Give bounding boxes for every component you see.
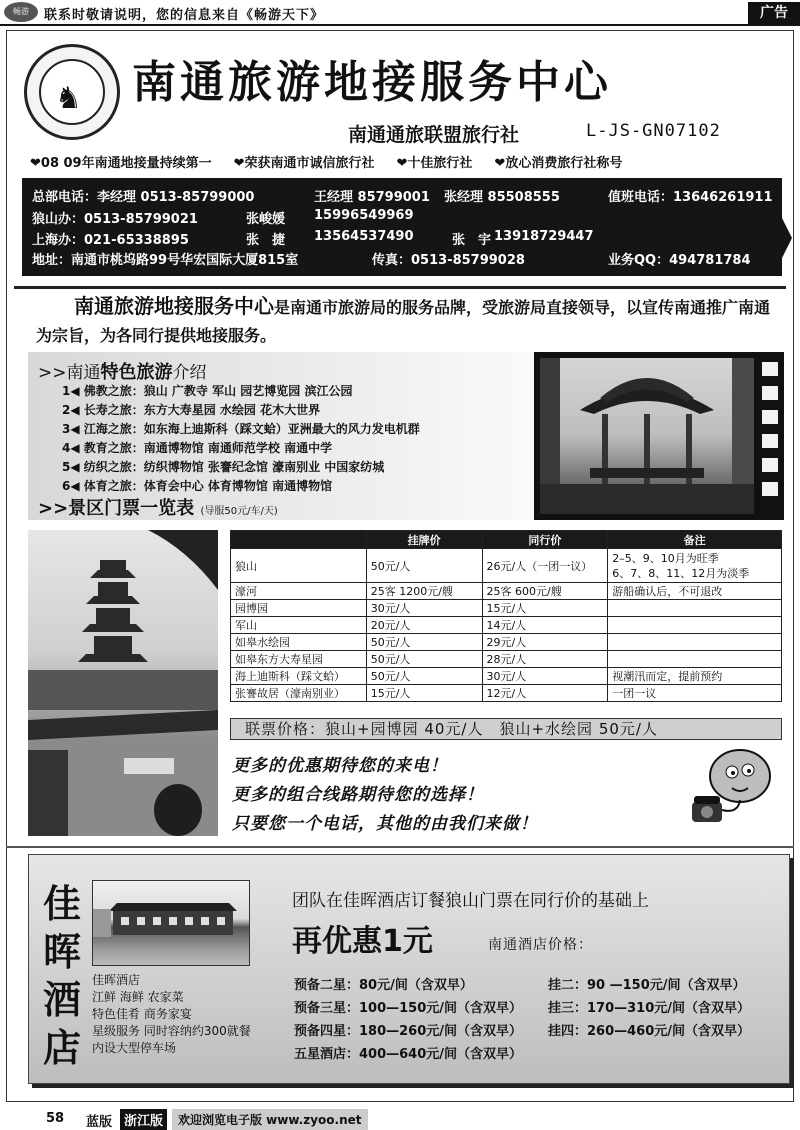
header-cell: 挂牌价 bbox=[366, 531, 482, 549]
table-row bbox=[231, 583, 782, 600]
arrow-shape bbox=[782, 218, 792, 258]
edition-label: 蓝版 bbox=[86, 1115, 113, 1130]
hotel-price-item: 挂三：170—310元/间（含双早） bbox=[548, 1001, 751, 1016]
scenic-name: 如皋东方大寿星园 bbox=[231, 651, 367, 668]
ticket-heading bbox=[38, 494, 278, 520]
scenic-name: 濠河 bbox=[231, 583, 367, 600]
hotel-name-vertical bbox=[40, 880, 84, 1072]
hotel-photo bbox=[92, 880, 250, 966]
region-badge: 浙江版 bbox=[120, 1109, 167, 1130]
hotel-price-item: 挂二：90 —150元/间（含双早） bbox=[548, 978, 746, 993]
shanghai-mobile-1: 13564537490 bbox=[314, 229, 414, 244]
list-price: 50元/人 bbox=[366, 668, 482, 685]
manager-wang-phone: 王经理 85799001 bbox=[314, 190, 430, 205]
feature-item: 4◀ 教育之旅：南通博物馆 南通师范学校 南通中学 bbox=[62, 441, 333, 455]
list-price: 25客 1200元/艘 bbox=[366, 583, 482, 600]
hotel-discount: 再优惠1元 bbox=[292, 924, 433, 959]
hotel-price-item: 挂四：260—460元/间（含双早） bbox=[548, 1024, 751, 1039]
shanghai-mobile-2: 13918729447 bbox=[494, 229, 594, 244]
remark bbox=[608, 617, 782, 634]
pagoda-photo bbox=[28, 530, 218, 836]
hotel-info-line: 特色佳肴 商务家宴 bbox=[92, 1007, 192, 1021]
list-price: 50元/人 bbox=[366, 549, 482, 583]
promo-line: 更多的优惠期待您的来电！ bbox=[232, 756, 448, 776]
remark: 一团一议 bbox=[608, 685, 782, 702]
shanghai-contact-2: 张 宇 bbox=[452, 233, 492, 248]
list-price: 30元/人 bbox=[366, 600, 482, 617]
feature-item: 3◀ 江海之旅：如东海上迪斯科（踩文蛤）亚洲最大的风力发电机群 bbox=[62, 422, 420, 436]
agency-logo bbox=[24, 44, 120, 140]
hotel-offer-line: 团队在佳晖酒店订餐狼山门票在同行价的基础上 bbox=[292, 891, 649, 911]
top-bar bbox=[0, 0, 800, 26]
honor-item: ❤荣获南通市诚信旅行社 bbox=[233, 156, 375, 171]
combo-ticket-price: 联票价格：狼山+园博园 40元/人 狼山+水绘园 50元/人 bbox=[230, 718, 782, 740]
features-heading-bold: 特色旅游 bbox=[100, 362, 173, 383]
scenic-name: 海上迪斯科（踩文蛤） bbox=[231, 668, 367, 685]
langshan-contact: 张峻媛 bbox=[246, 212, 286, 227]
feature-item: 5◀ 纺织之旅：纺织博物馆 张謇纪念馆 濠南别业 中国家纺城 bbox=[62, 460, 385, 474]
page-number: 58 bbox=[46, 1111, 65, 1126]
list-price: 50元/人 bbox=[366, 634, 482, 651]
peer-price: 26元/人（一团一议） bbox=[482, 549, 608, 583]
table-row bbox=[231, 549, 782, 583]
header-cell: 同行价 bbox=[482, 531, 608, 549]
hotel-price-item: 预备三星：100—150元/间（含双早） bbox=[294, 1001, 523, 1016]
page-title: 南通旅游地接服务中心 bbox=[132, 57, 612, 108]
table-row bbox=[231, 651, 782, 668]
promo-lines bbox=[232, 752, 538, 839]
logo-inner-ring bbox=[39, 59, 105, 125]
website-link[interactable]: 欢迎浏览电子版 www.zyoo.net bbox=[172, 1109, 368, 1130]
hotel-info-line: 星级服务 同时容纳约300就餐 bbox=[92, 1024, 251, 1038]
ticket-price-table bbox=[230, 530, 782, 702]
scenic-name: 园博园 bbox=[231, 600, 367, 617]
promo-line: 更多的组合线路期待您的选择！ bbox=[232, 785, 484, 805]
table-row bbox=[231, 617, 782, 634]
duty-phone: 值班电话：13646261911 bbox=[608, 190, 773, 205]
features-heading-prefix: >>南通 bbox=[38, 363, 101, 383]
divider bbox=[14, 286, 786, 289]
hotel-prices-left bbox=[294, 974, 522, 1066]
page-footer bbox=[0, 1108, 800, 1129]
features-heading-suffix: 介绍 bbox=[172, 363, 207, 383]
hotel-price-label: 南通酒店价格： bbox=[488, 937, 593, 953]
hotel-info-line: 佳晖酒店 bbox=[92, 973, 141, 987]
peer-price: 30元/人 bbox=[482, 668, 608, 685]
remark: 游船确认后，不可退改 bbox=[608, 583, 782, 600]
table-row bbox=[231, 668, 782, 685]
hotel-price-item: 预备四星：180—260元/间（含双早） bbox=[294, 1024, 523, 1039]
divider bbox=[6, 846, 794, 848]
hotel-prices-right bbox=[548, 974, 750, 1043]
list-price: 20元/人 bbox=[366, 617, 482, 634]
header-cell bbox=[231, 531, 367, 549]
features-list bbox=[62, 382, 420, 496]
peer-price: 14元/人 bbox=[482, 617, 608, 634]
license-code: L-JS-GN07102 bbox=[586, 121, 721, 141]
contact-row bbox=[32, 229, 594, 249]
peer-price: 25客 600元/艘 bbox=[482, 583, 608, 600]
promo-line: 只要您一个电话，其他的由我们来做！ bbox=[232, 814, 538, 834]
ticket-heading-note: (导服50元/车/天) bbox=[200, 506, 278, 517]
contact-panel bbox=[22, 178, 782, 276]
hotel-price-item: 五星酒店：400—640元/间（含双早） bbox=[294, 1047, 523, 1062]
scenic-name: 狼山 bbox=[231, 549, 367, 583]
honor-item: ❤放心消费旅行社称号 bbox=[494, 156, 623, 171]
hotel-info-line: 内设大型停车场 bbox=[92, 1041, 177, 1055]
remark bbox=[608, 651, 782, 668]
feature-item: 6◀ 体育之旅：体育会中心 体育博物馆 南通博物馆 bbox=[62, 479, 333, 493]
scenic-name: 如皋水绘园 bbox=[231, 634, 367, 651]
address: 地址：南通市桃坞路99号华宏国际大厦815室 bbox=[32, 253, 299, 268]
business-qq: 业务QQ：494781784 bbox=[608, 253, 751, 268]
feature-item: 2◀ 长寿之旅：东方大寿星园 水绘园 花木大世界 bbox=[62, 403, 321, 417]
hotel-building-illustration bbox=[93, 881, 250, 966]
intro-paragraph bbox=[36, 292, 776, 350]
pavilion-illustration bbox=[540, 358, 754, 514]
telephone-mascot-icon bbox=[688, 744, 774, 828]
scenic-name: 军山 bbox=[231, 617, 367, 634]
honor-item: ❤08 09年南通地接量持续第一 bbox=[30, 156, 212, 171]
film-hole bbox=[762, 434, 778, 448]
hotel-price-item: 预备二星：80元/间（含双早） bbox=[294, 978, 473, 993]
pavilion-photo bbox=[540, 358, 754, 514]
film-hole bbox=[762, 386, 778, 400]
pagoda-illustration bbox=[28, 530, 218, 836]
contact-row bbox=[32, 208, 414, 228]
list-price: 50元/人 bbox=[366, 651, 482, 668]
table-row bbox=[231, 634, 782, 651]
table-header-row bbox=[231, 531, 782, 549]
feature-item: 1◀ 佛教之旅：狼山 广教寺 军山 园艺博览园 滨江公园 bbox=[62, 384, 353, 398]
ad-tag: 广告 bbox=[748, 2, 800, 24]
shanghai-contact-1: 张 捷 bbox=[246, 233, 286, 248]
intro-lead: 南通旅游地接服务中心 bbox=[74, 294, 274, 318]
table-row bbox=[231, 685, 782, 702]
film-hole bbox=[762, 482, 778, 496]
hq-phone: 总部电话：李经理 0513-85799000 bbox=[32, 190, 255, 205]
agency-name: 南通通旅联盟旅行社 bbox=[348, 124, 520, 146]
langshan-mobile: 15996549969 bbox=[314, 208, 414, 223]
header-cell: 备注 bbox=[608, 531, 782, 549]
langshan-office: 狼山办：0513-85799021 bbox=[32, 212, 198, 227]
fax: 传真：0513-85799028 bbox=[372, 253, 525, 268]
remark: 视潮汛而定，提前预约 bbox=[608, 668, 782, 685]
remark: 2–5、9、10月为旺季 6、7、8、11、12月为淡季 bbox=[608, 549, 782, 583]
honor-item: ❤十佳旅行社 bbox=[396, 156, 473, 171]
magazine-logo: 畅游 bbox=[4, 2, 38, 22]
peer-price: 15元/人 bbox=[482, 600, 608, 617]
hotel-name-char: 店 bbox=[42, 1026, 81, 1070]
hotel-name-char: 酒 bbox=[42, 978, 81, 1022]
film-hole bbox=[762, 362, 778, 376]
peer-price: 29元/人 bbox=[482, 634, 608, 651]
horse-icon: ♞ bbox=[55, 81, 82, 116]
film-hole bbox=[762, 458, 778, 472]
honors-row bbox=[30, 152, 790, 171]
intro-text: 是南通市旅游局的服务品牌，受旅游局直接领导，以宣传南通推广南通为宗旨，为各同行提供地接服务。 bbox=[36, 298, 771, 345]
ticket-heading-text: >>景区门票一览表 bbox=[38, 498, 195, 519]
peer-price: 12元/人 bbox=[482, 685, 608, 702]
shanghai-office: 上海办：021-65338895 bbox=[32, 233, 189, 248]
peer-price: 28元/人 bbox=[482, 651, 608, 668]
source-notice: 联系时敬请说明，您的信息来自《畅游天下》 bbox=[44, 8, 325, 23]
contact-row bbox=[32, 249, 751, 269]
hotel-info bbox=[92, 972, 251, 1057]
table-row bbox=[231, 600, 782, 617]
manager-zhang-phone: 张经理 85508555 bbox=[444, 190, 560, 205]
list-price: 15元/人 bbox=[366, 685, 482, 702]
film-hole bbox=[762, 410, 778, 424]
features-heading bbox=[38, 358, 207, 384]
scenic-name: 张謇故居（濠南别业） bbox=[231, 685, 367, 702]
contact-row bbox=[32, 186, 773, 206]
hotel-info-line: 江鲜 海鲜 农家菜 bbox=[92, 990, 184, 1004]
remark bbox=[608, 600, 782, 617]
remark bbox=[608, 634, 782, 651]
hotel-name-char: 晖 bbox=[42, 930, 81, 974]
hotel-name-char: 佳 bbox=[42, 882, 81, 926]
